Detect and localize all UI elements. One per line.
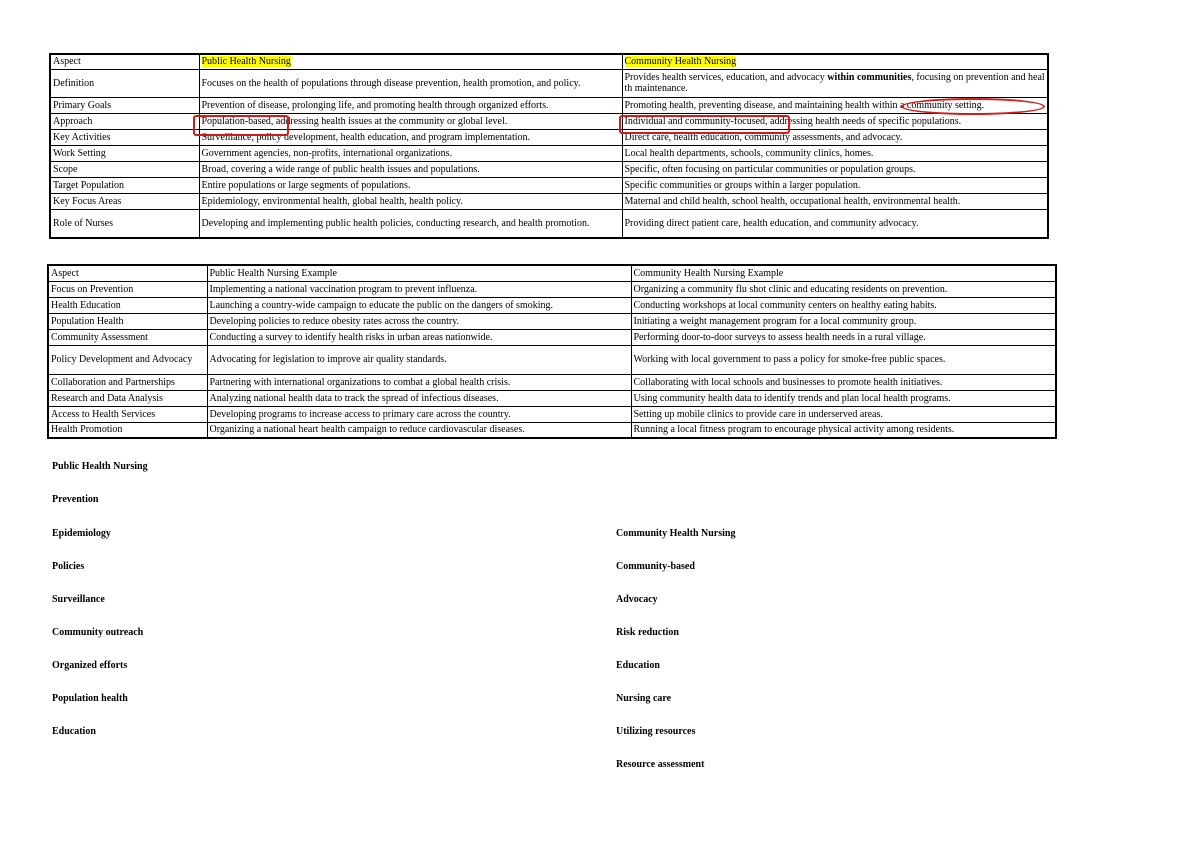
chn-term: Risk reduction (616, 627, 679, 638)
row-phn: Developing policies to reduce obesity rates across the country. (207, 313, 631, 329)
table-row (50, 177, 1048, 193)
row-chn: Working with local government to pass a policy for smoke-free public spaces. (631, 345, 1056, 374)
phn-term: Education (52, 726, 96, 737)
examples-table (47, 264, 1057, 439)
row-phn: Advocating for legislation to improve air quality standards. (207, 345, 631, 374)
table-row (48, 422, 1056, 438)
chn-term: Community-based (616, 561, 695, 572)
row-phn: Broad, covering a wide range of public health issues and populations. (199, 161, 622, 177)
row-phn: Government agencies, non-profits, international organizations. (199, 145, 622, 161)
bold-text: within communities (827, 72, 912, 83)
table-row (48, 345, 1056, 374)
table-row (50, 113, 1048, 129)
row-aspect: Community Assessment (48, 329, 207, 345)
row-aspect: Role of Nurses (50, 209, 199, 238)
row-aspect: Scope (50, 161, 199, 177)
comparison-table (49, 53, 1049, 239)
row-chn: Initiating a weight management program for a local community group. (631, 313, 1056, 329)
row-phn: Epidemiology, environmental health, global health, health policy. (199, 193, 622, 209)
header-aspect: Aspect (48, 265, 207, 281)
row-phn: Analyzing national health data to track the spread of infectious diseases. (207, 390, 631, 406)
row-chn: Providing direct patient care, health education, and community advocacy. (622, 209, 1048, 238)
phn-term: Population health (52, 693, 128, 704)
phn-term: Epidemiology (52, 528, 111, 539)
row-phn: Launching a country-wide campaign to educate the public on the dangers of smoking. (207, 297, 631, 313)
row-phn: Developing and implementing public health policies, conducting research, and health promotion. (199, 209, 622, 238)
table-row (48, 329, 1056, 345)
chn-term: Education (616, 660, 660, 671)
table-row (50, 209, 1048, 238)
highlighted-text: Public Health Nursing (201, 56, 291, 68)
row-aspect: Primary Goals (50, 97, 199, 113)
row-phn: Conducting a survey to identify health risks in urban areas nationwide. (207, 329, 631, 345)
row-chn: Individual and community-focused, addressing health needs of specific populations. (622, 113, 1048, 129)
phn-term: Community outreach (52, 627, 144, 638)
row-chn: Provides health services, education, and advocacy within communities, focusing on prevention and health maintenance. (622, 69, 1048, 97)
row-aspect: Population Health (48, 313, 207, 329)
row-chn: Conducting workshops at local community centers on healthy eating habits. (631, 297, 1056, 313)
table-row (48, 406, 1056, 422)
row-chn: Specific, often focusing on particular communities or population groups. (622, 161, 1048, 177)
table-row (48, 390, 1056, 406)
phn-term: Policies (52, 561, 85, 572)
chn-term: Utilizing resources (616, 726, 696, 737)
row-phn: Population-based, addressing health issues at the community or global level. (199, 113, 622, 129)
row-phn: Focuses on the health of populations through disease prevention, health promotion, and policy. (199, 69, 622, 97)
header-public-health-nursing (199, 54, 622, 69)
header-community-health-nursing (622, 54, 1048, 69)
row-phn: Developing programs to increase access to primary care across the country. (207, 406, 631, 422)
row-aspect: Health Promotion (48, 422, 207, 438)
row-chn: Promoting health, preventing disease, and maintaining health within a community setting. (622, 97, 1048, 113)
row-aspect: Key Activities (50, 129, 199, 145)
row-chn: Setting up mobile clinics to provide care in underserved areas. (631, 406, 1056, 422)
row-chn: Maternal and child health, school health, occupational health, environmental health. (622, 193, 1048, 209)
phn-term: Surveillance (52, 594, 105, 605)
row-aspect: Policy Development and Advocacy (48, 345, 207, 374)
row-chn: Local health departments, schools, community clinics, homes. (622, 145, 1048, 161)
row-chn: Organizing a community flu shot clinic and educating residents on prevention. (631, 281, 1056, 297)
row-aspect: Key Focus Areas (50, 193, 199, 209)
table-header-row (48, 265, 1056, 281)
chn-term: Advocacy (616, 594, 658, 605)
phn-terms-title: Public Health Nursing (52, 461, 148, 472)
row-aspect: Collaboration and Partnerships (48, 374, 207, 390)
table-row (50, 69, 1048, 97)
row-aspect: Access to Health Services (48, 406, 207, 422)
row-aspect: Research and Data Analysis (48, 390, 207, 406)
row-chn: Collaborating with local schools and businesses to promote health initiatives. (631, 374, 1056, 390)
row-aspect: Target Population (50, 177, 199, 193)
row-chn: Direct care, health education, community assessments, and advocacy. (622, 129, 1048, 145)
row-phn: Prevention of disease, prolonging life, and promoting health through organized efforts. (199, 97, 622, 113)
chn-terms-title: Community Health Nursing (616, 528, 736, 539)
row-aspect: Definition (50, 69, 199, 97)
chn-term: Resource assessment (616, 759, 705, 770)
table-row (50, 161, 1048, 177)
row-chn: Performing door-to-door surveys to assess health needs in a rural village. (631, 329, 1056, 345)
row-phn: Organizing a national heart health campaign to reduce cardiovascular diseases. (207, 422, 631, 438)
row-phn: Partnering with international organizations to combat a global health crisis. (207, 374, 631, 390)
table-row (48, 374, 1056, 390)
table-row (48, 281, 1056, 297)
header-phn-example: Public Health Nursing Example (207, 265, 631, 281)
row-aspect: Focus on Prevention (48, 281, 207, 297)
table-row (50, 97, 1048, 113)
row-chn: Using community health data to identify trends and plan local health programs. (631, 390, 1056, 406)
table-header-row (50, 54, 1048, 69)
row-aspect: Work Setting (50, 145, 199, 161)
row-phn: Entire populations or large segments of populations. (199, 177, 622, 193)
row-aspect: Approach (50, 113, 199, 129)
row-phn: Surveillance, policy development, health education, and program implementation. (199, 129, 622, 145)
phn-term: Prevention (52, 494, 99, 505)
highlighted-text: Community Health Nursing (624, 56, 737, 68)
header-aspect: Aspect (50, 54, 199, 69)
table-row (50, 145, 1048, 161)
table-row (50, 193, 1048, 209)
row-chn: Specific communities or groups within a larger population. (622, 177, 1048, 193)
phn-term: Organized efforts (52, 660, 128, 671)
chn-term: Nursing care (616, 693, 672, 704)
header-chn-example: Community Health Nursing Example (631, 265, 1056, 281)
table-row (48, 297, 1056, 313)
row-chn: Running a local fitness program to encourage physical activity among residents. (631, 422, 1056, 438)
row-aspect: Health Education (48, 297, 207, 313)
row-phn: Implementing a national vaccination program to prevent influenza. (207, 281, 631, 297)
table-row (50, 129, 1048, 145)
table-row (48, 313, 1056, 329)
